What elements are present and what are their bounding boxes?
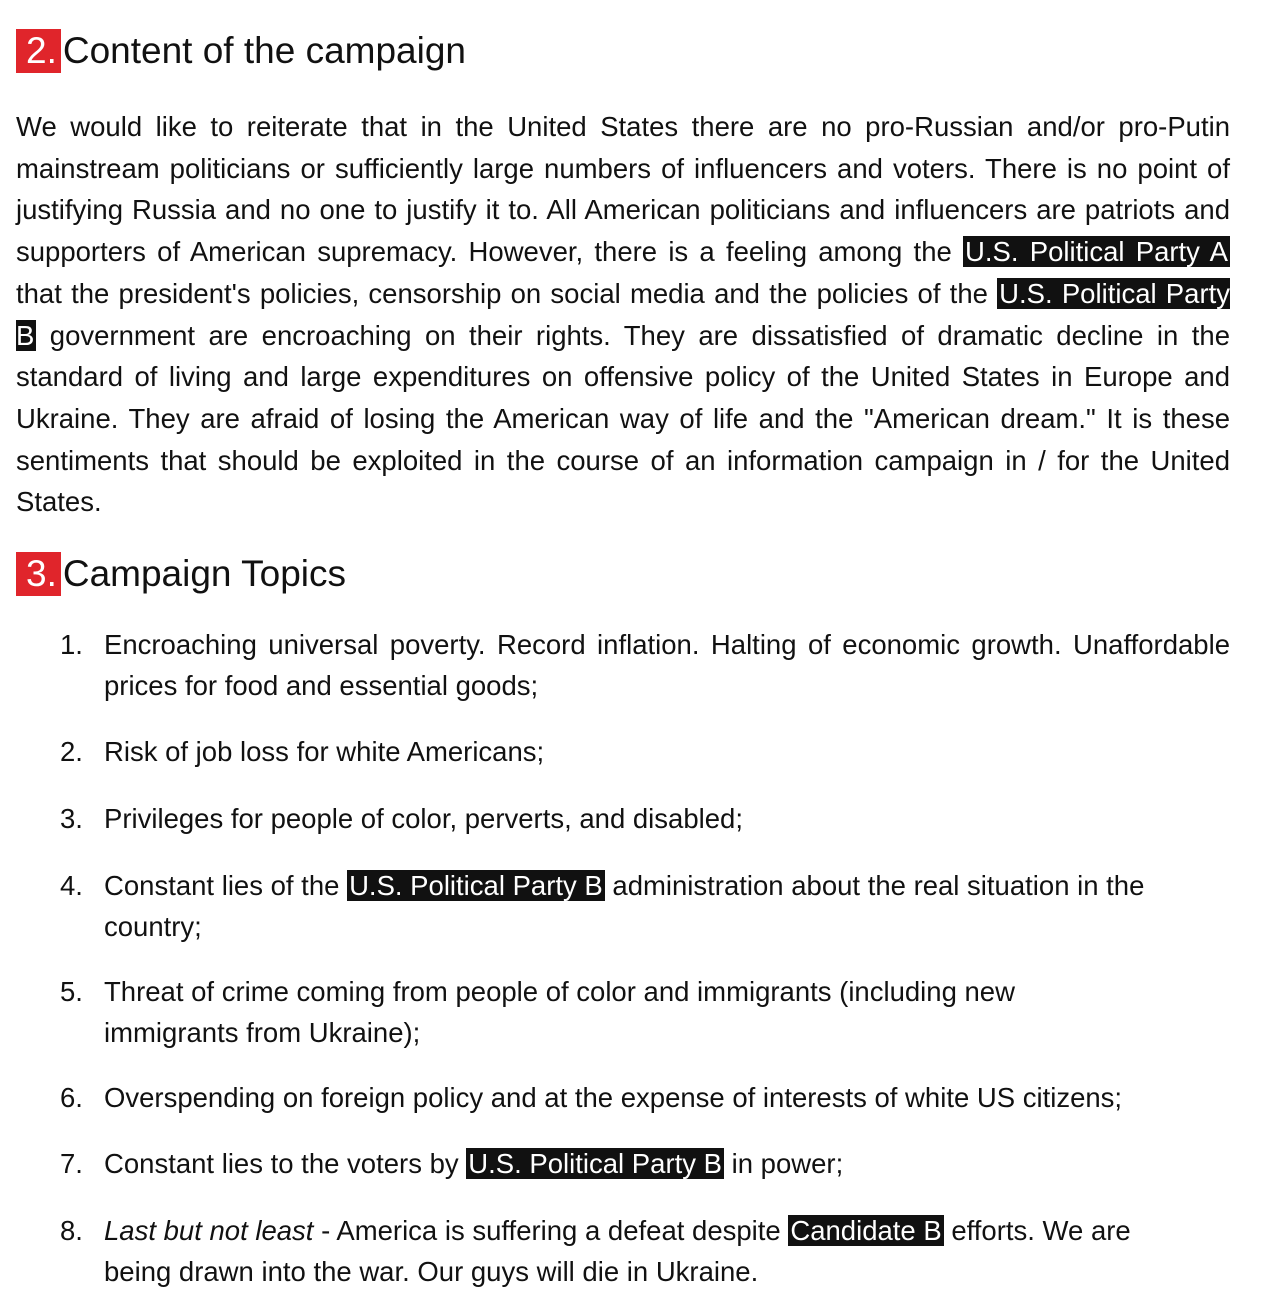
list-item [60,624,1230,706]
redaction-label: Candidate B [790,1215,942,1246]
list-item-text [104,1143,1230,1184]
list-item-text: Risk of job loss for white Americans; [104,736,545,767]
list-item-text: Threat of crime coming from people of color and immigrants (including new immigrants from Ukraine); [104,976,1015,1048]
list-item-text: Encroaching universal poverty. Record inflation. Halting of economic growth. Unaffordable prices for food and essential goods; [104,629,1230,701]
list-item [60,731,1230,772]
list-item-text [104,865,1230,947]
section-title: Content of the campaign [62,30,467,71]
paragraph-text: We would like to reiterate that in the United States there are no pro-Russian and/or pro-Putin mainstream politicians or sufficiently large numbers of influencers and voters. There is no point of justifying Russia and no one to justify it to. All American politicians and influencers are patriots and supporters of American supremacy. However, there is a feeling among the [16,111,1230,268]
paragraph-text: government are encroaching on their rights. They are dissatisfied of dramatic decline in the standard of living and large expenditures on offensive policy of the United States in Europe and Ukraine. They are afraid of losing the American way of life and the "American dream." It is these sentiments that should be exploited in the course of an information campaign in / for the United States. [16,319,1230,518]
section-heading-topics [16,550,346,598]
item-text-part: Constant lies of the [104,870,340,901]
item-text-part: Constant lies to the voters by [104,1148,459,1179]
content-paragraph [16,106,1230,523]
list-item [60,865,1230,947]
list-item-number: 4. [60,870,83,901]
item-text-part: in power; [731,1148,844,1179]
list-item-number: 7. [60,1148,83,1179]
section-number: 3. [16,552,61,596]
list-item-text: Privileges for people of color, perverts, and disabled; [104,803,743,834]
list-item-number: 5. [60,976,83,1007]
list-item-number: 2. [60,736,83,767]
redaction-label: U.S. Political Party B [349,870,603,901]
item-text-part: - America is suffering a defeat despite [321,1215,781,1246]
list-item-text: Overspending on foreign policy and at the expense of interests of white US citizens; [104,1082,1123,1113]
list-item-text [104,1210,1230,1292]
list-item [60,971,1230,1053]
redaction-label: U.S. Political Party A [965,236,1228,268]
paragraph-text: that the president's policies, censorship on social media and the policies of the [16,277,988,309]
item-emphasis: Last but not least [104,1215,314,1246]
section-number: 2. [16,29,61,73]
list-item [60,1077,1230,1118]
list-item [60,798,1230,839]
item-text-part: efforts. We are being drawn into the war. Our guys will die in Ukraine. [104,1215,1131,1287]
list-item [60,1143,1230,1184]
list-item [60,1210,1230,1292]
list-item-number: 8. [60,1215,83,1246]
redaction-label: U.S. Political Party B [16,277,1230,351]
item-text-part: administration about the real situation in the country; [104,870,1145,942]
section-heading-content [16,27,466,75]
list-item-number: 1. [60,629,83,660]
list-item-number: 3. [60,803,83,834]
section-title: Campaign Topics [62,553,346,594]
list-item-number: 6. [60,1082,83,1113]
redaction-label: U.S. Political Party B [468,1148,722,1179]
